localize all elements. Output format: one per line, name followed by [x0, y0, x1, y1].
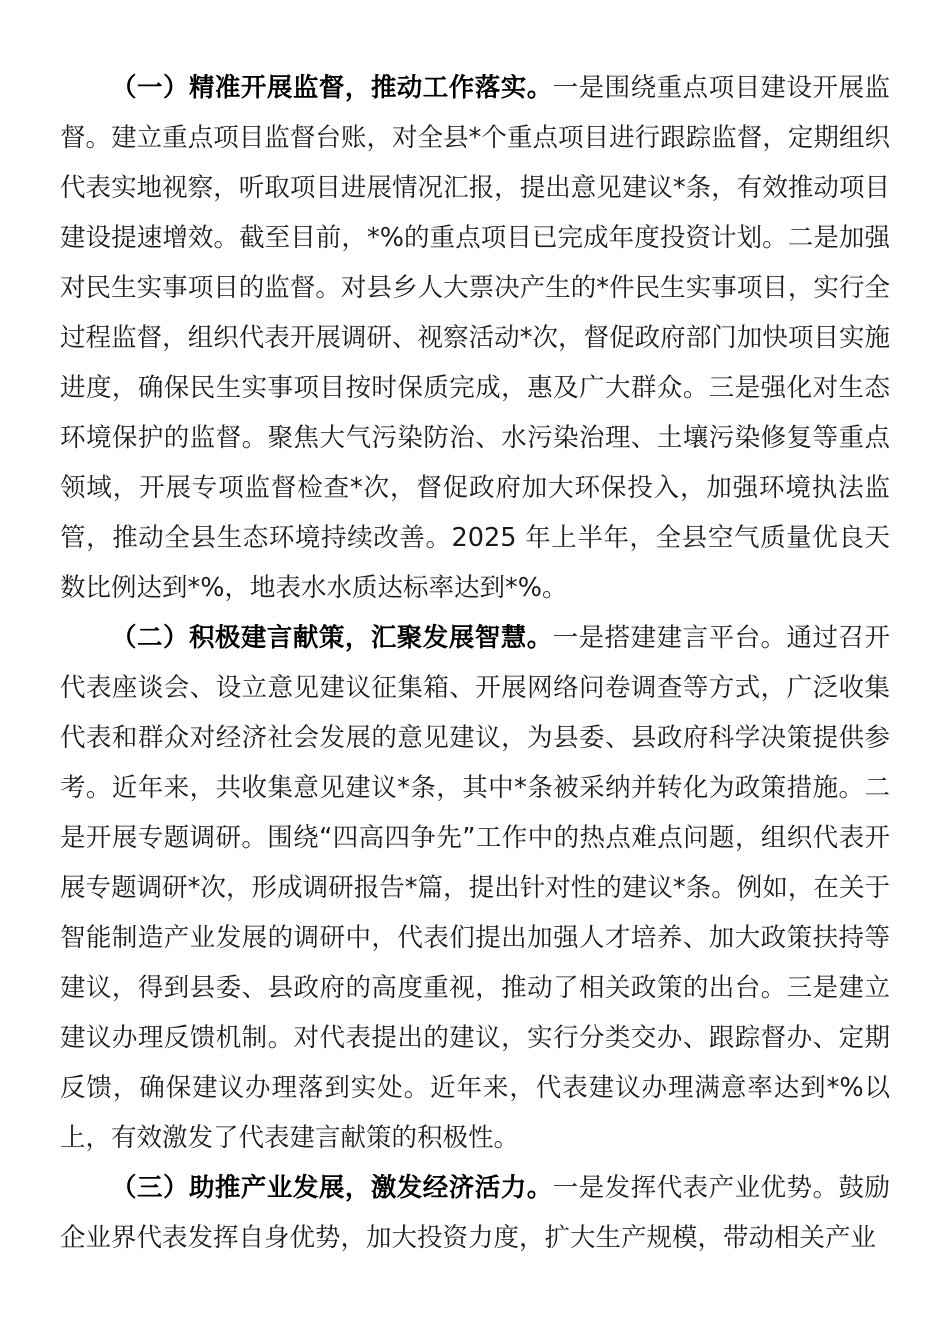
- section-paragraph-2: [60, 613, 890, 1163]
- section-body-1: 一是围绕重点项目建设开展监督。建立重点项目监督台账，对全县*个重点项目进行跟踪监督，定期组织代表实地视察，听取项目进展情况汇报，提出意见建议*条，有效推动项目建设提速增效。截至目前，*%的重点项目已完成年度投资计划。二是加强对民生实事项目的监督。对县乡人大票决产生的*件民生实事项目，实行全过程监督，组织代表开展调研、视察活动*次，督促政府部门加快项目实施进度，确保民生实事项目按时保质完成，惠及广大群众。三是强化对生态环境保护的监督。聚焦大气污染防治、水污染治理、土壤污染修复等重点领域，开展专项监督检查*次，督促政府加大环保投入，加强环境执法监管，推动全县生态环境持续改善。2025 年上半年，全县空气质量优良天数比例达到*%，地表水水质达标率达到*%。: [60, 73, 890, 603]
- section-paragraph-1: [60, 63, 890, 613]
- section-body-3: 一是发挥代表产业优势。鼓励企业界代表发挥自身优势，加大投资力度，扩大生产规模，带动相关产业: [60, 1173, 890, 1253]
- section-paragraph-3: [60, 1163, 890, 1263]
- section-heading-1: （一）精准开展监督，推动工作落实。: [111, 73, 553, 103]
- section-body-2: 一是搭建建言平台。通过召开代表座谈会、设立意见建议征集箱、开展网络问卷调查等方式，广泛收集代表和群众对经济社会发展的意见建议，为县委、县政府科学决策提供参考。近年来，共收集意见建议*条，其中*条被采纳并转化为政策措施。二是开展专题调研。围绕“四高四争先”工作中的热点难点问题，组织代表开展专题调研*次，形成调研报告*篇，提出针对性的建议*条。例如，在关于智能制造产业发展的调研中，代表们提出加强人才培养、加大政策扶持等建议，得到县委、县政府的高度重视，推动了相关政策的出台。三是建立建议办理反馈机制。对代表提出的建议，实行分类交办、跟踪督办、定期反馈，确保建议办理落到实处。近年来，代表建议办理满意率达到*%以上，有效激发了代表建言献策的积极性。: [60, 623, 890, 1153]
- section-heading-2: （二）积极建言献策，汇聚发展智慧。: [111, 623, 553, 653]
- section-heading-3: （三）助推产业发展，激发经济活力。: [111, 1173, 553, 1203]
